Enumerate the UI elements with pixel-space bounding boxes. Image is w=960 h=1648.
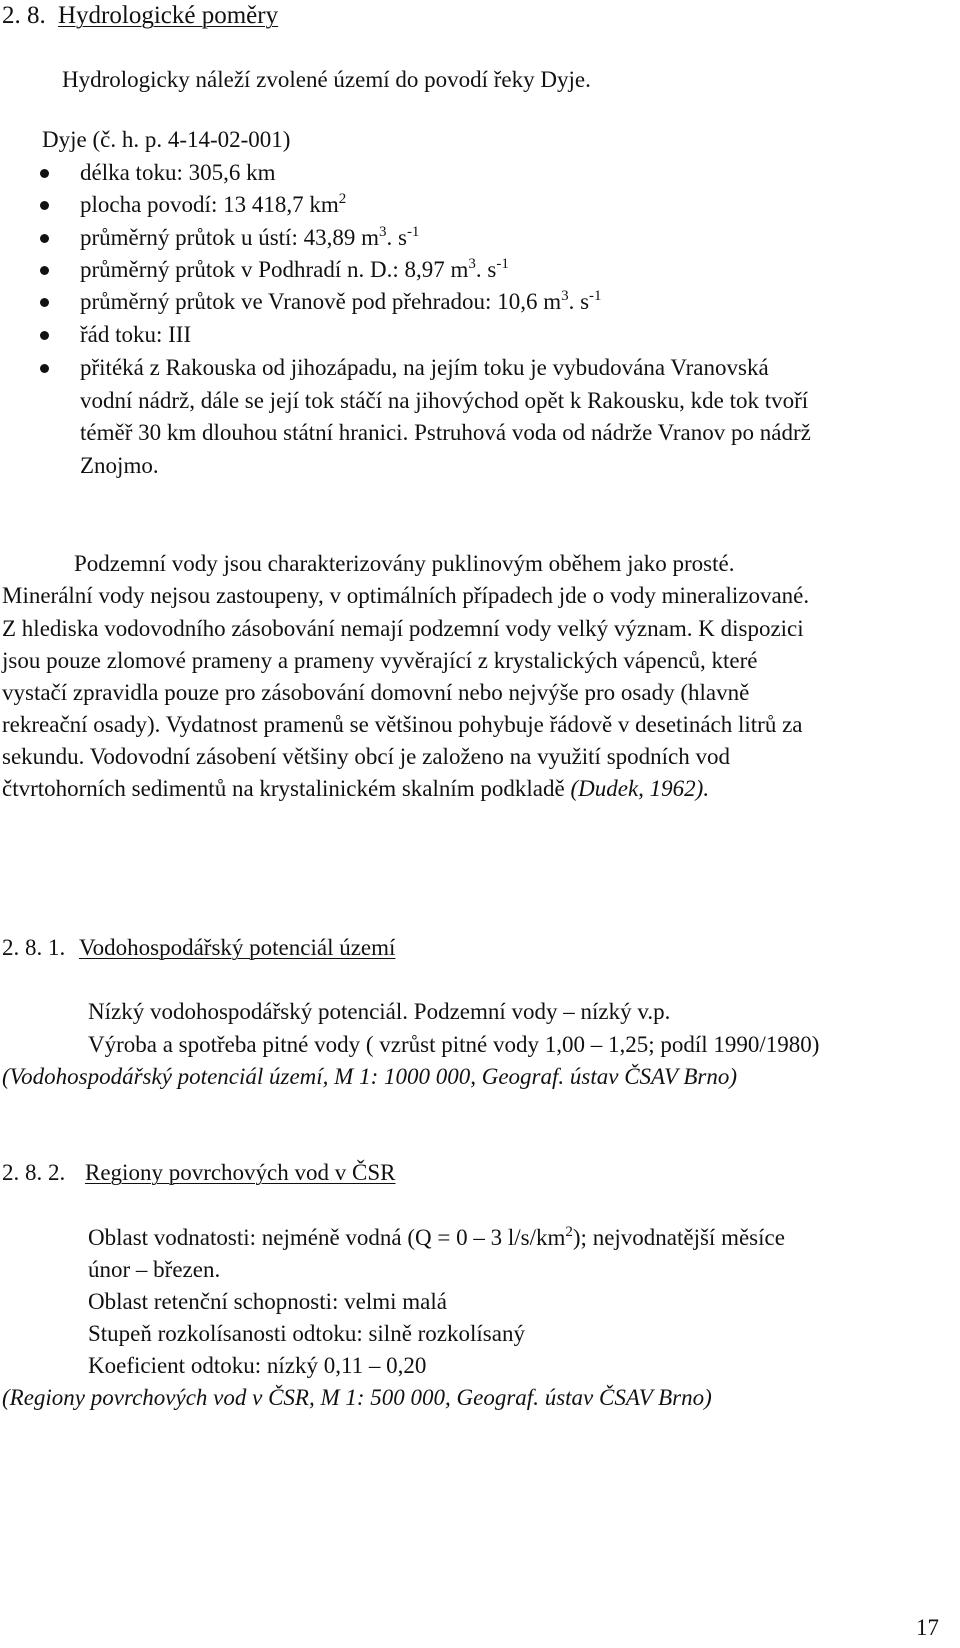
paragraph-line: čtvrtohorních sedimentů na krystalinickém skalním podkladě (Dudek, 1962). (2, 776, 710, 801)
list-item-line: vodní nádrž, dále se její tok stáčí na jihovýchod opět k Rakousku, kde tok tvoří (80, 388, 809, 413)
paragraph-line: Z hlediska vodovodního zásobování nemají podzemní vody velký význam. K dispozici (2, 616, 804, 641)
source-citation: (Regiony povrchových vod v ČSR, M 1: 500 000, Geograf. ústav ČSAV Brno) (2, 1385, 712, 1410)
paragraph-line: vystačí zpravidla pouze pro zásobování domovní nebo nejvýše pro osady (hlavně (2, 680, 750, 705)
bullet-icon (40, 201, 49, 210)
page-number: 17 (916, 1615, 939, 1640)
list-item: délka toku: 305,6 km (80, 160, 276, 185)
region-line: Koeficient odtoku: nízký 0,11 – 0,20 (88, 1353, 427, 1378)
bullet-icon (40, 169, 49, 178)
citation: (Dudek, 1962). (570, 776, 710, 801)
section-heading (2, 0, 278, 32)
paragraph-line: jsou pouze zlomové prameny a prameny vyvěrající z krystalických vápenců, které (2, 648, 758, 673)
source-citation: (Vodohospodářský potenciál území, M 1: 1000 000, Geograf. ústav ČSAV Brno) (2, 1064, 737, 1089)
section-title: Hydrologické poměry (58, 2, 279, 29)
subsection-title: Regiony povrchových vod v ČSR (85, 1160, 396, 1185)
list-item-line: přitéká z Rakouska od jihozápadu, na jejím toku je vybudována Vranovská (80, 355, 769, 380)
region-line: Oblast retenční schopnosti: velmi malá (88, 1289, 447, 1314)
region-line: Oblast vodnatosti: nejméně vodná (Q = 0 – 3 $l/s/km^2$); nejvodnatější měsíce (88, 1224, 785, 1250)
intro-paragraph: Hydrologicky náleží zvolené území do povodí řeky Dyje. (62, 67, 591, 92)
bullet-icon (40, 266, 49, 275)
section-number: 2. 8. (2, 2, 46, 29)
list-item-line: téměř 30 km dlouhou státní hranici. Pstruhová voda od nádrže Vranov po nádrž (80, 420, 811, 445)
subsection-title: Vodohospodářský potenciál území (79, 935, 396, 960)
subsection-heading (2, 1157, 396, 1189)
bullet-icon (40, 298, 49, 307)
list-item-line: Znojmo. (80, 453, 159, 478)
bullet-icon (40, 234, 49, 243)
list-item: průměrný průtok u ústí: 43,89 $m^3$. $s^{-1}$ (80, 224, 420, 250)
list-item: průměrný průtok ve Vranově pod přehradou: 10,6 $m^3$. $s^{-1}$ (80, 288, 602, 314)
paragraph-line: sekundu. Vodovodní zásobení většiny obcí je založeno na využití spodních vod (2, 744, 730, 769)
bullet-icon (40, 364, 49, 373)
region-line: únor – březen. (88, 1257, 221, 1282)
potential-line: Nízký vodohospodářský potenciál. Podzemní vody – nízký v.p. (88, 999, 671, 1024)
paragraph-line: Minerální vody nejsou zastoupeny, v optimálních případech jde o vody mineralizované. (2, 583, 810, 608)
region-line: Stupeň rozkolísanosti odtoku: silně rozkolísaný (88, 1321, 525, 1346)
paragraph-line: rekreační osady). Vydatnost pramenů se většinou pohybuje řádově v desetinách litrů za (2, 712, 803, 737)
subsection-heading (2, 932, 395, 964)
paragraph-line: Podzemní vody jsou charakterizovány puklinovým oběhem jako prosté. (74, 551, 735, 576)
subsection-number: 2. 8. 1. (2, 935, 66, 960)
potential-line: Výroba a spotřeba pitné vody ( vzrůst pitné vody 1,00 – 1,25; podíl 1990/1980) (88, 1032, 820, 1057)
list-item: řád toku: III (80, 322, 192, 347)
subsection-number: 2. 8. 2. (2, 1160, 66, 1185)
list-item: plocha povodí: 13 418,7 $km^2$ (80, 191, 347, 217)
list-item: průměrný průtok v Podhradí n. D.: 8,97 $m^3$. $s^{-1}$ (80, 256, 509, 282)
bullet-icon (40, 331, 49, 340)
river-label: Dyje (č. h. p. 4-14-02-001) (42, 127, 291, 152)
